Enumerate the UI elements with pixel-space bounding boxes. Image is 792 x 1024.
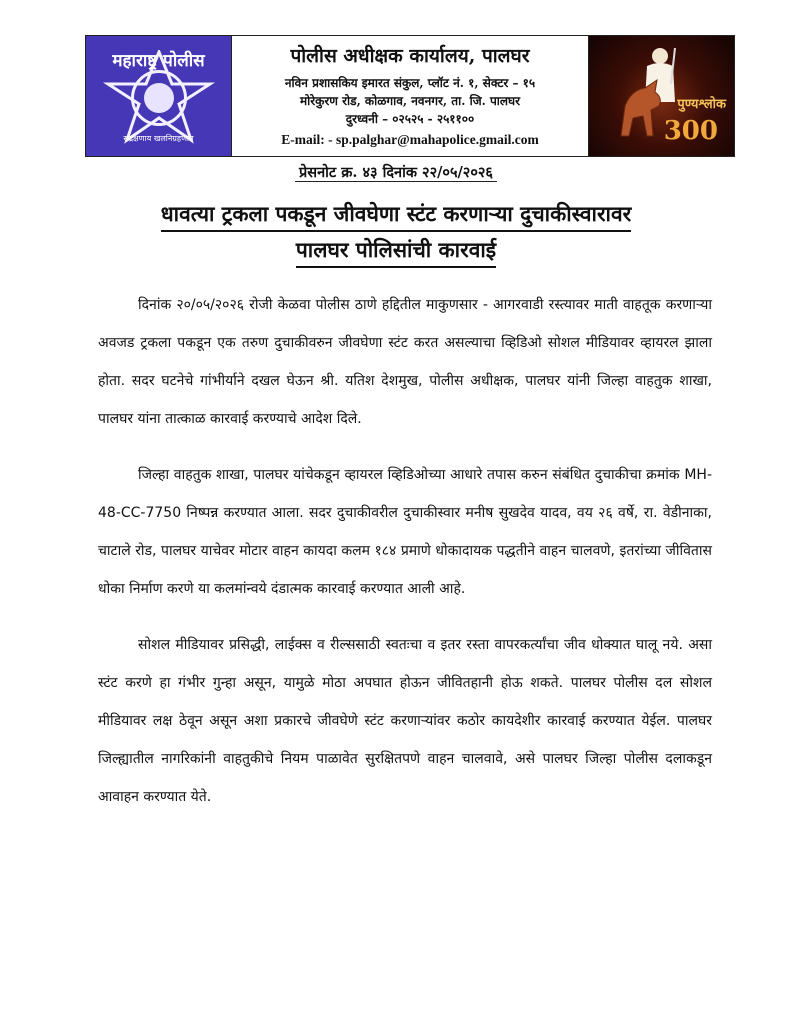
palm-icon <box>144 83 174 113</box>
email-address: E-mail: - sp.palghar@mahapolice.gmail.com <box>281 132 539 147</box>
horse-icon <box>611 76 671 140</box>
paragraph: सोशल मीडियावर प्रसिद्धी, लाईक्स व रील्ससाठी स्वतःचा व इतर रस्ता वापरकर्त्यांचा जीव धोक्यात घालू नये. असा स्टंट करणे हा गंभीर गुन्हा असून, यामुळे मोठा अपघात होऊन जीवितहानी होऊ शकते. पालघर पोलीस दल सोशल मीडियावर लक्ष ठेवून असून अशा प्रकारचे जीवघेणे स्टंट करणाऱ्यांवर कठोर कायदेशीर कारवाई करण्यात येईल. पालघर जिल्ह्यातील नागरिकांनी वाहतुकीचे नियम पाळावेत सुरक्षितपणे वाहन चालवावे, असे पालघर जिल्हा पोलीस दलाकडून आवाहन करण्यात येते. <box>98 637 712 805</box>
office-name: पोलीस अधीक्षक कार्यालय, पालघर <box>290 45 530 67</box>
letterhead-details <box>232 36 588 156</box>
phone-number: दुरध्वनी – ०२५२५ - २५११०० <box>345 112 475 126</box>
paragraph: जिल्हा वाहतुक शाखा, पालघर यांचेकडून व्हायरल व्हिडिओच्या आधारे तपास करुन संबंधित दुचाकीचा क्रमांक MH-48-CC-7750 निष्पन्न करण्यात आला. सदर दुचाकीवरील दुचाकीस्वार मनीष सुखदेव यादव, वय २६ वर्षे, रा. वेडीनाका, चाटाले रोड, पालघर याचेवर मोटार वाहन कायदा कलम १८४ प्रमाणे धोकादायक पद्धतीने वाहन चालवणे, इतरांच्या जीवितास धोका निर्माण करणे या कलमांन्वये दंडात्मक कारवाई करण्यात आली आहे. <box>98 467 712 597</box>
anniversary-caption: पुण्यश्लोक <box>677 97 726 112</box>
anniversary-number: 300 <box>663 116 718 146</box>
press-note-reference <box>0 162 792 182</box>
headline-line-1: धावत्या ट्रकला पकडून जीवघेणा स्टंट करणाऱ्या दुचाकीस्वारावर <box>161 198 632 232</box>
headline <box>0 196 792 268</box>
press-release-body <box>98 286 712 834</box>
address-line-2: मोरेकुरण रोड, कोळगाव, नवनगर, ता. जि. पालघर <box>299 94 521 108</box>
press-note-text: प्रेसनोट क्र. ४३ दिनांक २२/०५/२०२६ <box>295 164 497 182</box>
police-emblem-logo <box>86 36 232 156</box>
letterhead <box>85 35 735 157</box>
address-line-1: नविन प्रशासकिय इमारत संकुल, प्लॉट नं. १, सेक्टर – १५ <box>284 76 536 90</box>
paragraph: दिनांक २०/०५/२०२६ रोजी केळवा पोलीस ठाणे हद्दितील माकुणसार - आगरवाडी रस्त्यावर माती वाहतूक करणाऱ्या अवजड ट्रकला पकडून एक तरुण दुचाकीवरुन जीवघेणा स्टंट करत असल्याचा व्हिडिओ सोशल मीडियावर व्हायरल झाला होता. सदर घटनेचे गांभीर्याने दखल घेऊन श्री. यतिश देशमुख, पोलीस अधीक्षक, पालघर यांनी जिल्हा वाहतुक शाखा, पालघर यांना तात्काळ कारवाई करण्याचे आदेश दिले. <box>98 297 712 427</box>
headline-line-2: पालघर पोलिसांची कारवाई <box>296 234 496 268</box>
emblem-title: महाराष्ट्र पोलीस <box>112 51 205 71</box>
emblem-motto: सद्रक्षणाय खलनिग्रहणाय <box>123 134 194 143</box>
anniversary-logo <box>588 36 734 156</box>
